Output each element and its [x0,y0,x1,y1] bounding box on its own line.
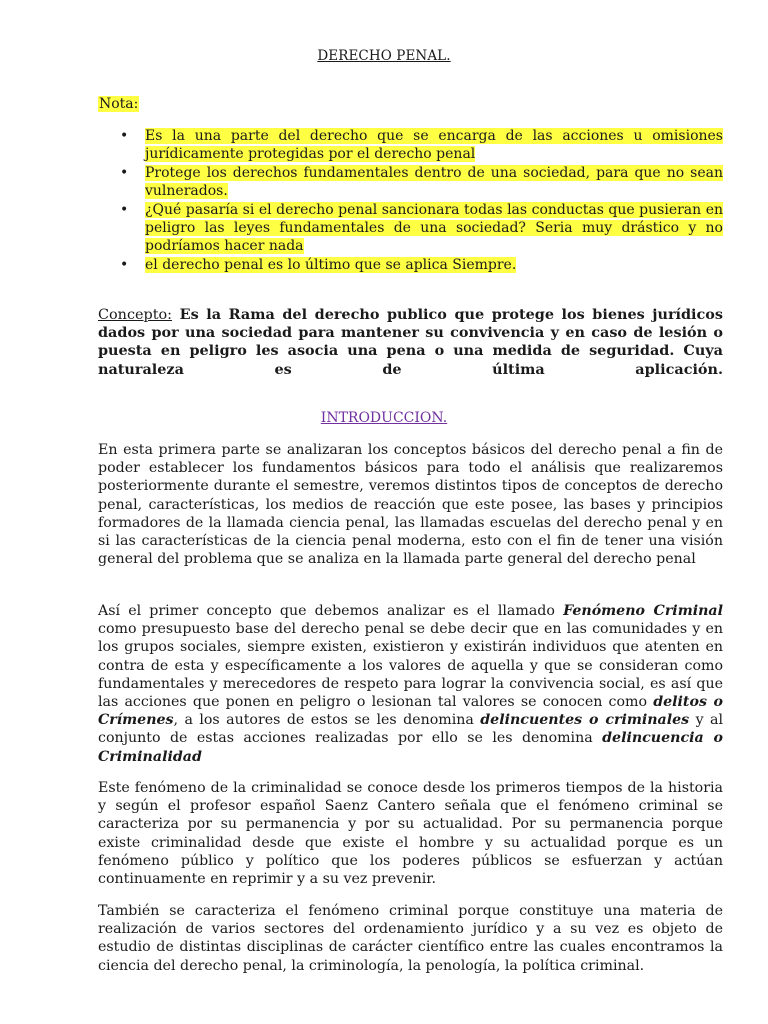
bullet-icon: • [120,128,129,144]
intro-paragraph-3: Este fenómeno de la criminalidad se conoce desde los primeros tiempos de la historia y según el profesor español Saenz Cantero señala que el fenómeno criminal se caracteriza por su permanencia y por su actualidad. Por su permanencia porque existe criminalidad desde que existe el hombre y su actualidad porque es un fenómeno público y político que los poderes públicos se esfuerzan y actúan continuamente en reprimir y a su vez prevenir. [98,780,723,888]
term-fenomeno-criminal: Fenómeno Criminal [563,603,724,619]
text-run: Así el primer concepto que debemos analizar es el llamado [98,603,564,619]
intro-heading: INTRODUCCION. [320,410,448,426]
term-delitos: delitos o Crímenes [98,694,723,729]
bullet-text: ¿Qué pasaría si el derecho penal sancionara todas las conductas que pusieran en peligro las leyes fundamentales de una sociedad? Seria muy drástico y no podríamos hacer nada [145,201,723,255]
list-item [98,256,723,274]
term-delincuentes: delincuentes o criminales [480,712,690,729]
list-item [98,127,723,164]
text-run: , a los autores de estos se les denomina [173,712,481,729]
concepto-label: Concepto: [98,307,173,323]
text-run: y al conjunto de estas acciones realizadas por ello se les denomina [98,712,724,747]
text-run: como presupuesto base del derecho penal se debe decir que en las comunidades y en los grupos sociales, siempre existen, existieron y existirán individuos que atenten en contra de esta y específicamente a los valores de aquella y que se consideran como fundamentales y merecedores de respeto para lograr la convivencia social, es así que las acciones que ponen en peligro o lesionan tal valores se conocen como [98,621,723,711]
page-title: DERECHO PENAL. [317,48,451,64]
nota-bullet-list [98,127,723,274]
bullet-icon: • [120,256,129,273]
list-item [98,164,723,201]
intro-paragraph-4: También se caracteriza el fenómeno criminal porque constituye una materia de realización de varios sectores del ordenamiento jurídico y a su vez es objeto de estudio de distintas disciplinas de carácter científico entre las cuales encontramos la ciencia del derecho penal, la criminología, la penología, la política criminal. [98,903,723,974]
list-item [98,201,723,256]
bullet-text: Es la una parte del derecho que se encarga de las acciones u omisiones jurídicamente protegidas por el derecho penal [145,128,723,163]
term-delincuencia: delincuencia o Criminalidad [98,730,723,765]
bullet-text: Protege los derechos fundamentales dentro de una sociedad, para que no sean vulnerados. [145,164,723,200]
concepto-paragraph [98,306,723,379]
intro-paragraph-2 [98,602,723,766]
concepto-text: Es la Rama del derecho publico que protege los bienes jurídicos dados por una sociedad para mantener su convivencia y en caso de lesión o puesta en peligro les asocia una pena o una medida de seguridad. Cuya naturaleza es de última aplicación. [98,306,723,378]
bullet-text: el derecho penal es lo último que se aplica Siempre. [145,256,517,273]
intro-paragraph-1: En esta primera parte se analizaran los conceptos básicos del derecho penal a fin de poder establecer los fundamentos básicos para todo el análisis que realizaremos posteriormente durante el semestre, veremos distintos tipos de conceptos de derecho penal, características, los medios de reacción que este posee, las bases y principios formadores de la llamada ciencia penal, las llamadas escuelas del derecho penal y en si las características de la ciencia penal moderna, esto con el fin de tener una visión general del problema que se analiza en la llamada parte general del derecho penal [98,442,723,568]
bullet-icon: • [120,201,129,218]
bullet-icon: • [120,164,129,181]
nota-label: Nota: [99,96,139,112]
